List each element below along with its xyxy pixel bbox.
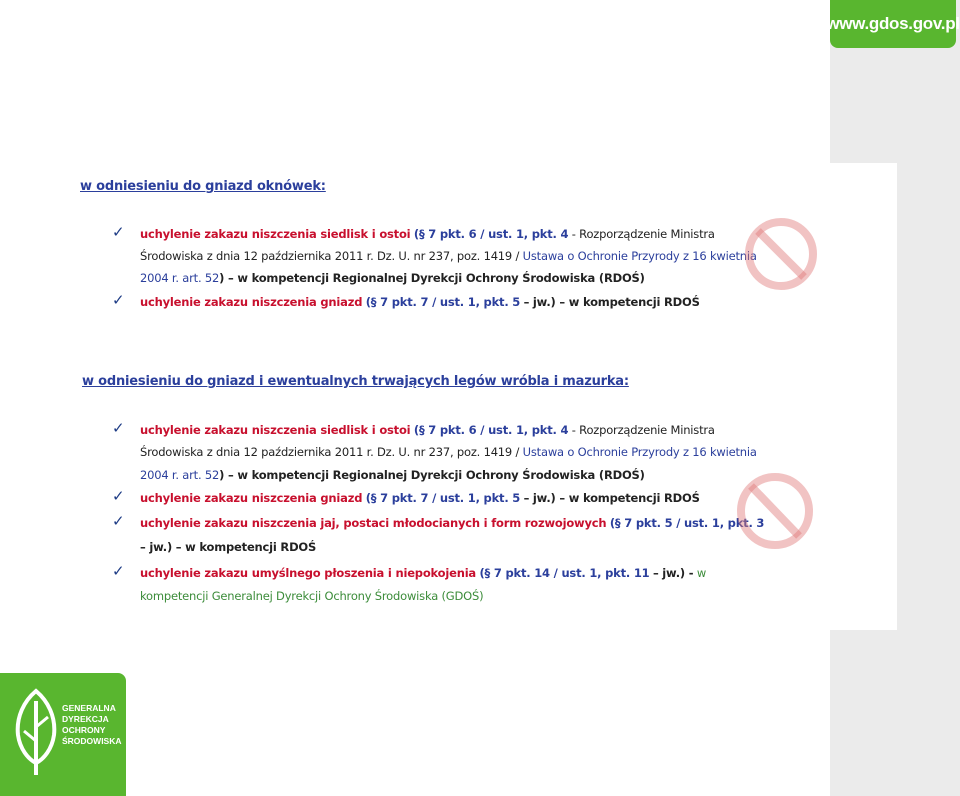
section2-item4-line1: uchylenie zakazu umyślnego płoszenia i niepokojenia (§ 7 pkt. 14 / ust. 1, pkt. 11 – jw.) - w xyxy=(140,566,707,580)
section1-heading: w odniesieniu do gniazd oknówek: xyxy=(80,179,326,194)
section2-item1-line3: 2004 r. art. 52) – w kompetencji Regionalnej Dyrekcji Ochrony Środowiska (RDOŚ) xyxy=(140,468,645,482)
logo-text: GENERALNA DYREKCJA OCHRONY ŚRODOWISKA xyxy=(62,703,122,746)
site-url-badge[interactable]: www.gdos.gov.pl xyxy=(830,0,956,48)
section1-item1-line1: uchylenie zakazu niszczenia siedlisk i ostoi (§ 7 pkt. 6 / ust. 1, pkt. 4 - Rozporządzenie Ministra xyxy=(140,227,715,241)
section2-item3-line2: – jw.) – w kompetencji RDOŚ xyxy=(140,540,317,554)
checkmark-icon: ✓ xyxy=(112,562,125,580)
checkmark-icon: ✓ xyxy=(112,223,125,241)
section2-item2: uchylenie zakazu niszczenia gniazd (§ 7 pkt. 7 / ust. 1, pkt. 5 – jw.) – w kompetencji RDOŚ xyxy=(140,491,700,505)
scanned-document xyxy=(62,163,897,630)
leaf-icon xyxy=(12,687,60,777)
section2-item4-line2: kompetencji Generalnej Dyrekcji Ochrony Środowiska (GDOŚ) xyxy=(140,589,484,603)
section2-item3-line1: uchylenie zakazu niszczenia jaj, postaci młodocianych i form rozwojowych (§ 7 pkt. 5 / ust. 1, pkt. 3 xyxy=(140,516,765,530)
section2-item1-line2: Środowiska z dnia 12 października 2011 r. Dz. U. nr 237, poz. 1419 / Ustawa o Ochronie Przyrody z 16 kwietnia xyxy=(140,445,757,459)
checkmark-icon: ✓ xyxy=(112,512,125,530)
prohibition-icon xyxy=(734,466,816,556)
section1-item1-line3: 2004 r. art. 52) – w kompetencji Regionalnej Dyrekcji Ochrony Środowiska (RDOŚ) xyxy=(140,271,645,285)
section2-item1-line1: uchylenie zakazu niszczenia siedlisk i ostoi (§ 7 pkt. 6 / ust. 1, pkt. 4 - Rozporządzenie Ministra xyxy=(140,423,715,437)
section1-item1-line2: Środowiska z dnia 12 października 2011 r. Dz. U. nr 237, poz. 1419 / Ustawa o Ochronie Przyrody z 16 kwietnia xyxy=(140,249,757,263)
checkmark-icon: ✓ xyxy=(112,291,125,309)
checkmark-icon: ✓ xyxy=(112,487,125,505)
section2-heading: w odniesieniu do gniazd i ewentualnych trwających legów wróbla i mazurka: xyxy=(82,374,629,389)
section1-item2: uchylenie zakazu niszczenia gniazd (§ 7 pkt. 7 / ust. 1, pkt. 5 – jw.) – w kompetencji RDOŚ xyxy=(140,295,700,309)
prohibition-icon xyxy=(742,215,820,293)
checkmark-icon: ✓ xyxy=(112,419,125,437)
